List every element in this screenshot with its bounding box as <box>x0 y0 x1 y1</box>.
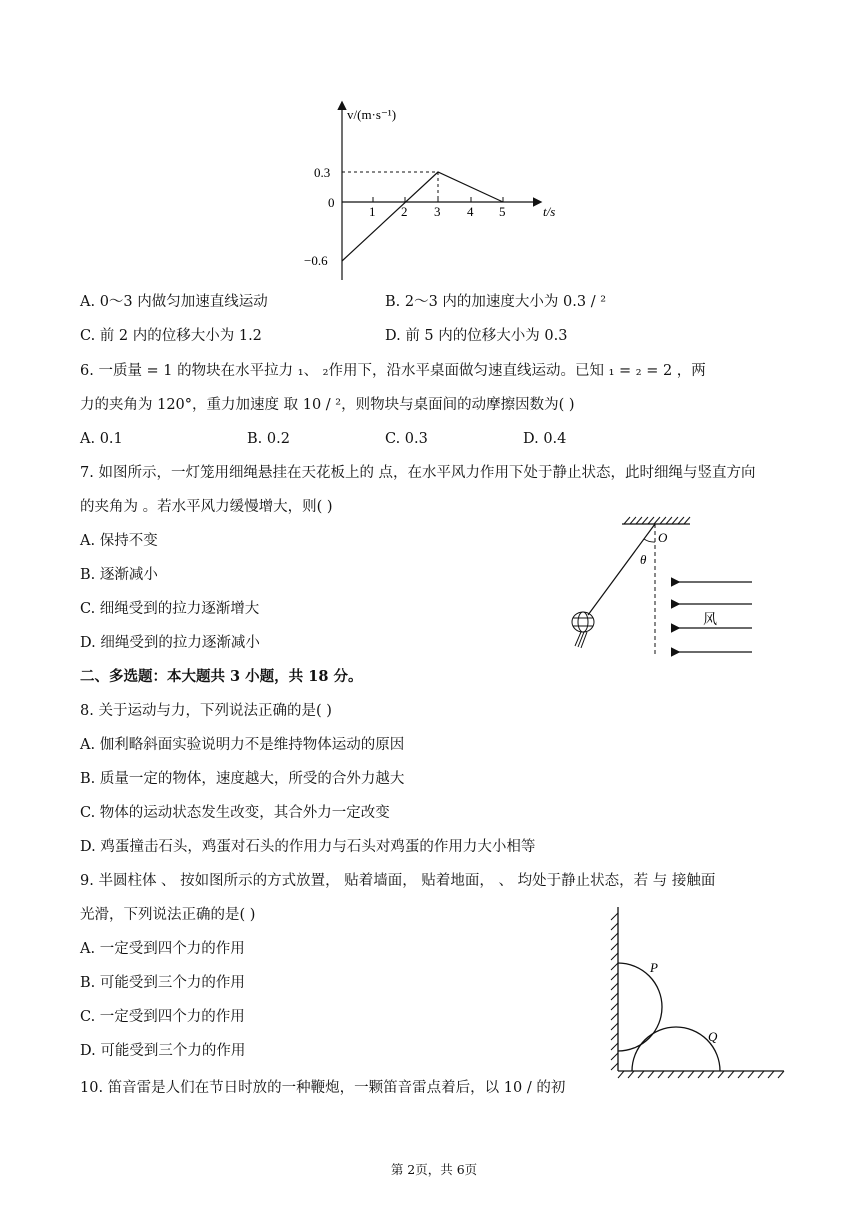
y-tick-0.3: 0.3 <box>314 165 331 180</box>
vt-graph <box>300 95 575 285</box>
q7-option-a: A. 保持不变 <box>80 533 158 549</box>
q6-option-a: A. 0.1 <box>80 431 123 447</box>
section-2-heading: 二、多选题：本大题共 3 小题，共 18 分。 <box>80 668 363 685</box>
half-cylinder-p <box>618 963 662 1051</box>
q6-option-b: B. 0.2 <box>247 431 290 447</box>
half-cylinder-q <box>632 1027 720 1071</box>
lantern-figure <box>560 515 760 660</box>
page-footer: 第 2页，共 6页 <box>390 1162 478 1177</box>
q6-option-d: D. 0.4 <box>523 431 567 447</box>
q9-stem-line1: 9. 半圆柱体 、 按如图所示的方式放置， 贴着墙面， 贴着地面， 、 均处于静止状态，若 与 接触面 <box>80 873 716 889</box>
q6-stem-line2: 力的夹角为 120°，重力加速度 取 10 / ²，则物块与桌面间的动摩擦因数为( ) <box>80 397 575 413</box>
q9-option-a: A. 一定受到四个力的作用 <box>80 941 245 957</box>
rope <box>588 524 655 615</box>
q9-option-b: B. 可能受到三个力的作用 <box>80 975 245 991</box>
q9-option-d: D. 可能受到三个力的作用 <box>80 1043 246 1059</box>
lantern-icon <box>572 612 594 648</box>
q8-option-b: B. 质量一定的物体，速度越大，所受的合外力越大 <box>80 771 405 787</box>
point-o-label: O <box>658 530 668 545</box>
q7-option-d: D. 细绳受到的拉力逐渐减小 <box>80 635 260 651</box>
q5-option-c: C. 前 2 内的位移大小为 1.2 <box>80 328 262 344</box>
q8-option-d: D. 鸡蛋撞击石头，鸡蛋对石头的作用力与石头对鸡蛋的作用力大小相等 <box>80 839 536 855</box>
angle-theta-label: θ <box>640 552 647 567</box>
q5-option-b: B. 2～3 内的加速度大小为 0.3 / ² <box>385 294 607 310</box>
velocity-line <box>342 172 503 261</box>
y-axis-label: v/(m·s⁻¹) <box>347 107 397 122</box>
q6-stem-line1: 6. 一质量 = 1 的物块在水平拉力 ₁、 ₂作用下，沿水平桌面做匀速直线运动。已知 ₁ = ₂ = 2 ，两 <box>80 363 706 379</box>
wind-label: 风 <box>703 613 717 628</box>
q8-option-a: A. 伽利略斜面实验说明力不是维持物体运动的原因 <box>80 737 405 753</box>
y-tick-0: 0 <box>328 195 335 210</box>
q8-stem: 8. 关于运动与力，下列说法正确的是( ) <box>80 703 332 719</box>
y-tick-neg0.6: −0.6 <box>304 253 328 268</box>
q9-option-c: C. 一定受到四个力的作用 <box>80 1009 245 1025</box>
label-q: Q <box>708 1029 718 1044</box>
x-tick-1: 1 <box>369 204 376 219</box>
q9-stem-line2: 光滑，下列说法正确的是( ) <box>80 907 256 923</box>
label-p: P <box>650 960 658 975</box>
x-tick-4: 4 <box>467 204 474 219</box>
q7-stem-line1: 7. 如图所示，一灯笼用细绳悬挂在天花板上的 点，在水平风力作用下处于静止状态，此时细绳与竖直方向 <box>80 465 756 481</box>
q7-option-b: B. 逐渐减小 <box>80 567 158 583</box>
x-axis-label: t/s <box>543 204 556 219</box>
x-tick-3: 3 <box>434 204 441 219</box>
half-cylinder-figure <box>600 905 790 1080</box>
q7-stem-line2: 的夹角为 。若水平风力缓慢增大，则( ) <box>80 499 333 515</box>
q8-option-c: C. 物体的运动状态发生改变，其合外力一定改变 <box>80 805 390 821</box>
q6-option-c: C. 0.3 <box>385 431 428 447</box>
q7-option-c: C. 细绳受到的拉力逐渐增大 <box>80 601 260 617</box>
q10-stem-line1: 10. 笛音雷是人们在节日时放的一种鞭炮，一颗笛音雷点着后，以 10 / 的初 <box>80 1080 566 1096</box>
x-tick-5: 5 <box>499 204 506 219</box>
q5-option-a: A. 0～3 内做匀加速直线运动 <box>80 294 268 310</box>
x-tick-2: 2 <box>401 204 408 219</box>
q5-option-d: D. 前 5 内的位移大小为 0.3 <box>385 328 568 344</box>
